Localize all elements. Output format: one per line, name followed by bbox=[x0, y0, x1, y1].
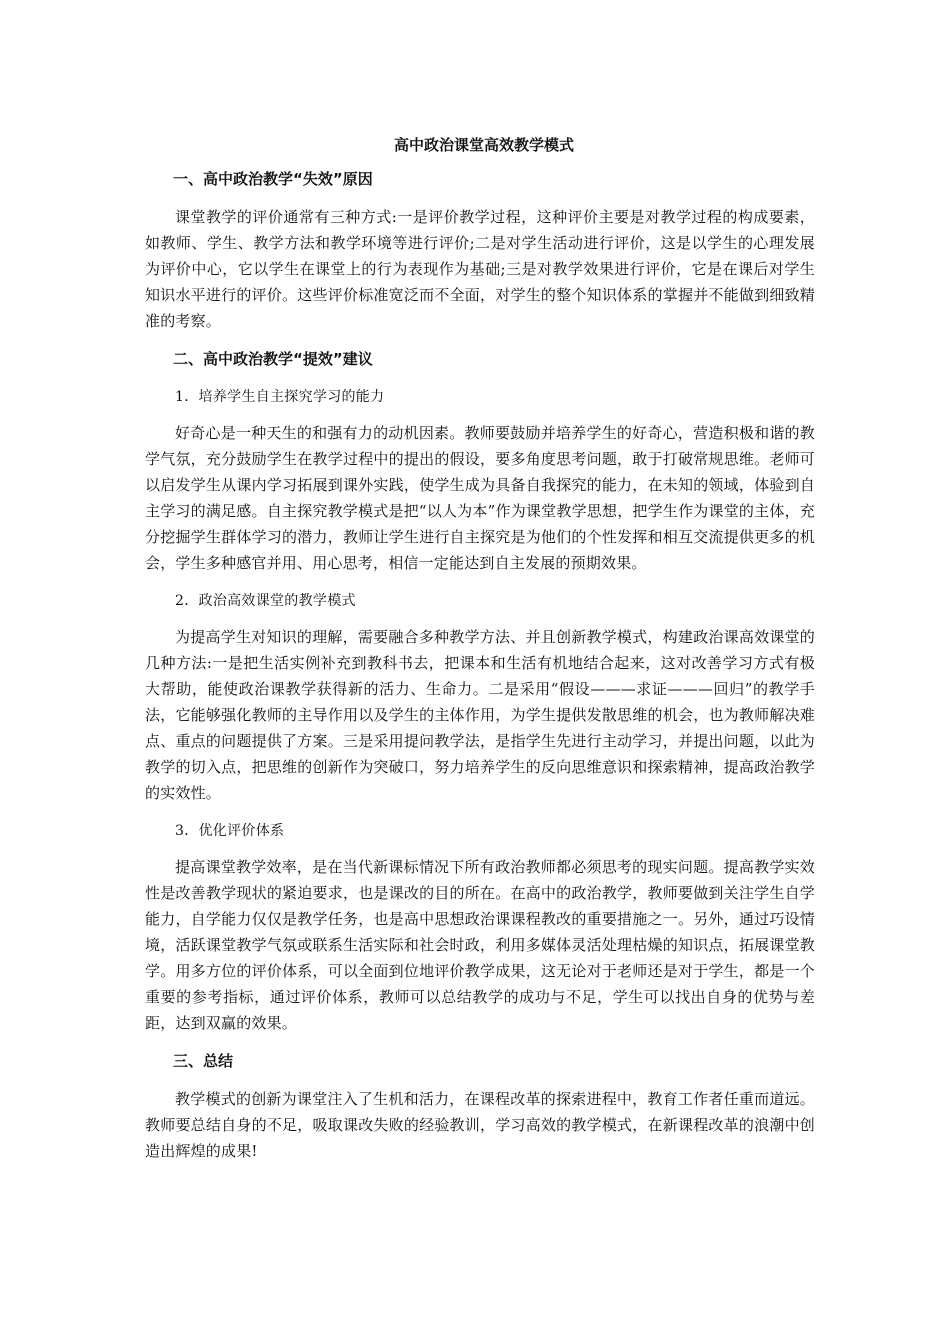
subsection-heading-self-inquiry: 1．培养学生自主探究学习的能力 bbox=[175, 389, 385, 405]
subsection-paragraph-self-inquiry: 好奇心是一种天生的和强有力的动机因素。教师要鼓励并培养学生的好奇心，营造积极和谐的教学气氛，充分鼓励学生在教学过程中的提出的假设，要多角度思考问题，敢于打破常规思维。老师可以启发学生从课内学习拓展到课外实践，使学生成为具备自我探究的能力，在未知的领域，体验到自主学习的满足感。自主探究教学模式是把“以人为本”作为课堂教学思想，把学生作为课堂的主体，充分挖掘学生群体学习的潜力，教师让学生进行自主探究是为他们的个性发挥和相互交流提供更多的机会，学生多种感官并用、用心思考，相信一定能达到自主发展的预期效果。 bbox=[145, 424, 815, 572]
document-body bbox=[145, 132, 815, 1176]
subsection-paragraph-evaluation-system: 提高课堂教学效率，是在当代新课标情况下所有政治教师都必须思考的现实问题。提高教学实效性是改善教学现状的紧迫要求，也是课改的目的所在。在高中的政治教学，教师要做到关注学生自学能力，自学能力仅仅是教学任务，也是高中思想政治课课程教改的重要措施之一。另外，通过巧设情境，活跃课堂教学气氛或联系生活实际和社会时政，利用多媒体灵活处理枯燥的知识点，拓展课堂教学。用多方位的评价体系，可以全面到位地评价教学成果，这无论对于老师还是对于学生，都是一个重要的参考指标，通过评价体系，教师可以总结教学的成功与不足，学生可以找出自身的优势与差距，达到双赢的效果。 bbox=[145, 858, 815, 1032]
document-title: 高中政治课堂高效教学模式 bbox=[393, 136, 574, 154]
subsection-heading-evaluation-system: 3．优化评价体系 bbox=[175, 823, 285, 839]
subsection-heading-teaching-mode: 2．政治高效课堂的教学模式 bbox=[175, 593, 356, 609]
section-heading-failure-causes: 一、高中政治教学“失效”原因 bbox=[173, 170, 373, 188]
section-heading-summary: 三、总结 bbox=[173, 1052, 234, 1070]
section-heading-efficiency-suggestions: 二、高中政治教学“提效”建议 bbox=[173, 350, 373, 368]
subsection-paragraph-teaching-mode: 为提高学生对知识的理解，需要融合多种教学方法、并且创新教学模式，构建政治课高效课堂的几种方法:一是把生活实例补充到教科书去，把课本和生活有机地结合起来，这对改善学习方式有极大帮助，能使政治课教学获得新的活力、生命力。二是采用“假设———求证———回归”的教学手法，它能够强化教师的主导作用以及学生的主体作用，为学生提供发散思维的机会，也为教师解决难点、重点的问题提供了方案。三是采用提问教学法，是指学生先进行主动学习，并提出问题，以此为教学的切入点，把思维的创新作为突破口，努力培养学生的反向思维意识和探索精神，提高政治教学的实效性。 bbox=[145, 628, 815, 802]
section-paragraph-summary: 教学模式的创新为课堂注入了生机和活力，在课程改革的探索进程中，教育工作者任重而道远。教师要总结自身的不足，吸取课改失败的经验教训，学习高效的教学模式，在新课程改革的浪潮中创造出辉煌的成果! bbox=[145, 1090, 815, 1160]
section-paragraph-failure-causes: 课堂教学的评价通常有三种方式:一是评价教学过程，这种评价主要是对教学过程的构成要素，如教师、学生、教学方法和教学环境等进行评价;二是对学生活动进行评价，这是以学生的心理发展为评价中心，它以学生在课堂上的行为表现作为基础;三是对教学效果进行评价，它是在课后对学生知识水平进行的评价。这些评价标准宽泛而不全面，对学生的整个知识体系的掌握并不能做到细致精准的考察。 bbox=[145, 208, 815, 330]
